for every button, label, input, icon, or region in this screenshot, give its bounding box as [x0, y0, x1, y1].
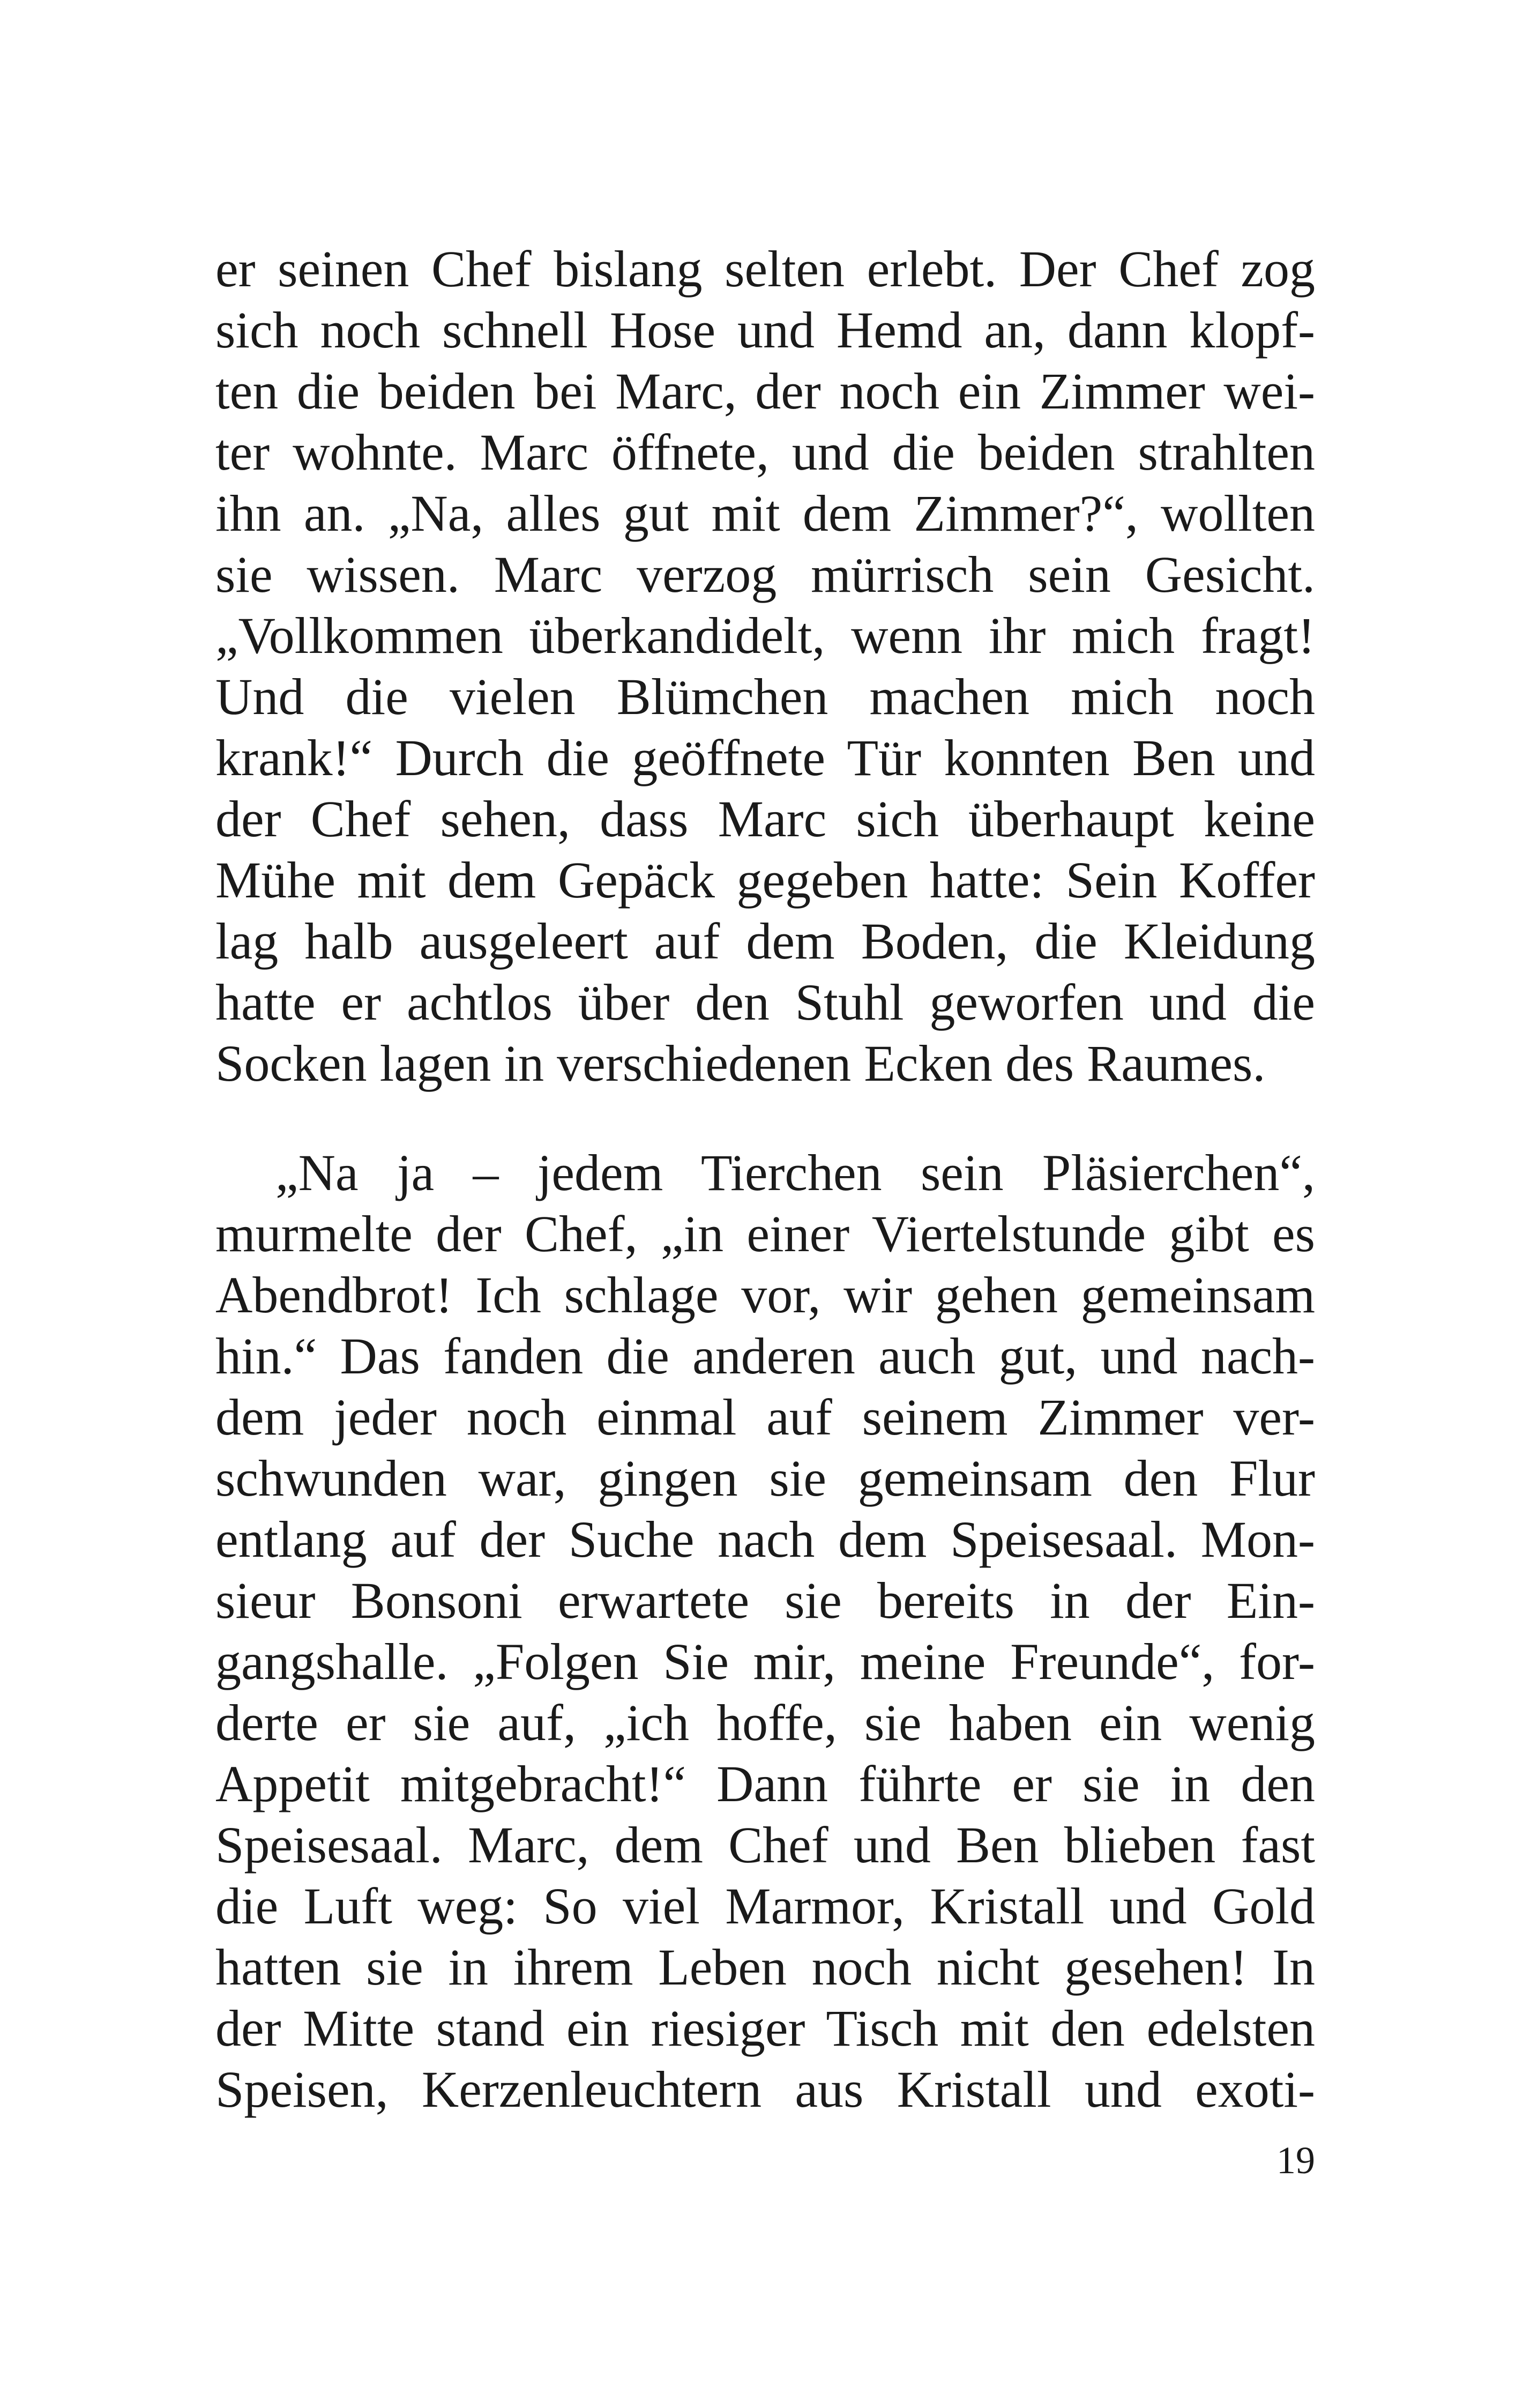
text-line: Speisen, Kerzenleuchtern aus Kristall und exoti- — [215, 2061, 1315, 2118]
text-line: sieur Bonsoni erwartete sie bereits in der Ein- — [215, 1572, 1315, 1629]
text-line: ihn an. „Na, alles gut mit dem Zimmer?“, wollten — [215, 485, 1315, 542]
text-line: der Chef sehen, dass Marc sich überhaupt keine — [215, 790, 1315, 848]
text-line: Appetit mitgebracht!“ Dann führte er sie in den — [215, 1755, 1315, 1812]
text-line: derte er sie auf, „ich hoffe, sie haben ein wenig — [215, 1694, 1315, 1751]
text-line: er seinen Chef bislang selten erlebt. Der Chef zog — [215, 240, 1315, 298]
text-line: „Na ja – jedem Tierchen sein Pläsierchen“, — [275, 1144, 1315, 1201]
text-line: ter wohnte. Marc öffnete, und die beiden strahlten — [215, 423, 1315, 481]
text-line: Speisesaal. Marc, dem Chef und Ben blieben fast — [215, 1816, 1315, 1874]
text-line: schwunden war, gingen sie gemeinsam den Flur — [215, 1450, 1315, 1507]
text-line: gangshalle. „Folgen Sie mir, meine Freunde“, for- — [215, 1633, 1315, 1690]
page-number: 19 — [1276, 2139, 1315, 2182]
text-line: „Vollkommen überkandidelt, wenn ihr mich fragt! — [215, 607, 1315, 664]
text-line: sie wissen. Marc verzog mürrisch sein Gesicht. — [215, 546, 1315, 603]
text-line: lag halb ausgeleert auf dem Boden, die Kleidung — [215, 912, 1315, 970]
text-line: hin.“ Das fanden die anderen auch gut, und nach- — [215, 1327, 1315, 1385]
text-line: entlang auf der Suche nach dem Speisesaal. Mon- — [215, 1511, 1315, 1568]
text-line: dem jeder noch einmal auf seinem Zimmer ver- — [215, 1388, 1315, 1446]
text-line: sich noch schnell Hose und Hemd an, dann klopf- — [215, 301, 1315, 359]
text-line: die Luft weg: So viel Marmor, Kristall und Gold — [215, 1877, 1315, 1935]
text-line: murmelte der Chef, „in einer Viertelstunde gibt es — [215, 1205, 1315, 1262]
text-line: Socken lagen in verschiedenen Ecken des Raumes. — [215, 1035, 1266, 1092]
text-line: der Mitte stand ein riesiger Tisch mit den edelsten — [215, 2000, 1315, 2057]
text-line: Und die vielen Blümchen machen mich noch — [215, 668, 1315, 725]
text-line: ten die beiden bei Marc, der noch ein Zimmer wei- — [215, 362, 1315, 420]
text-line: Abendbrot! Ich schlage vor, wir gehen gemeinsam — [215, 1266, 1315, 1324]
text-line: hatten sie in ihrem Leben noch nicht gesehen! In — [215, 1938, 1315, 1996]
text-line: hatte er achtlos über den Stuhl geworfen und die — [215, 973, 1315, 1031]
text-line: Mühe mit dem Gepäck gegeben hatte: Sein Koffer — [215, 851, 1315, 909]
text-line: krank!“ Durch die geöffnete Tür konnten Ben und — [215, 729, 1315, 786]
